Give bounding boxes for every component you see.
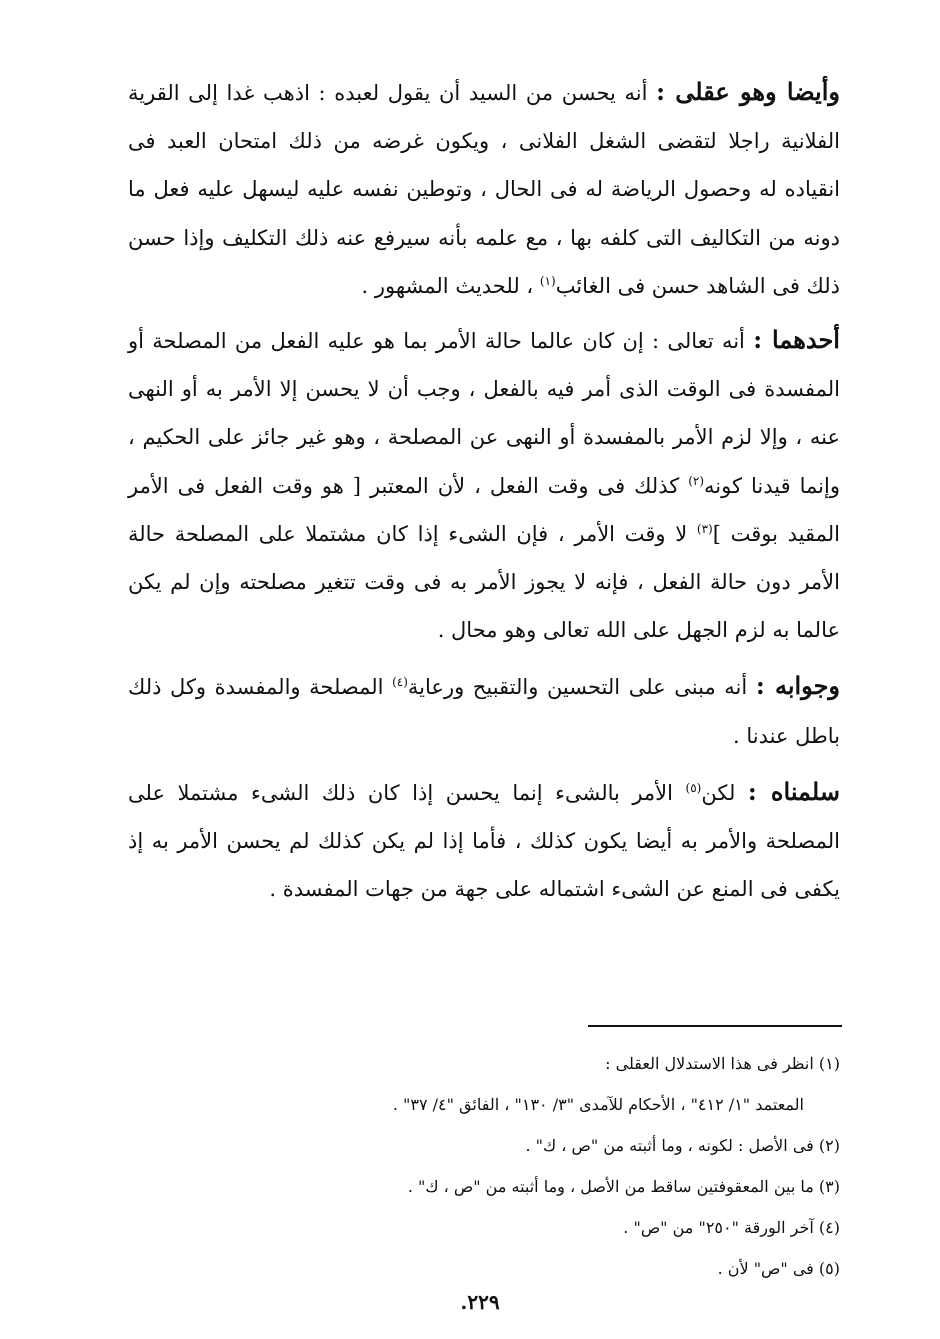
paragraph-1 — [128, 68, 840, 310]
footnote-1: (١) انظر فى هذا الاستدلال العقلى : — [605, 1054, 840, 1073]
footnote-marker: (٤) — [392, 675, 408, 690]
paragraph-lead: وأيضا وهو عقلى : — [656, 77, 840, 106]
page-number: ٢٢٩. — [460, 1290, 500, 1314]
paragraph-text: المصلحة والمفسدة وكل ذلك باطل عندنا . — [128, 675, 840, 748]
footnote-3: (٣) ما بين المعقوفتين ساقط من الأصل ، وما أثبته من "ص ، ك" . — [407, 1177, 840, 1196]
paragraph-lead: أحدهما : — [753, 325, 840, 355]
paragraph-2 — [128, 316, 840, 654]
paragraph-text: الأمر بالشىء إنما يحسن إذا كان ذلك الشىء مشتملا على المصلحة والأمر به أيضا يكون كذلك ، فأما إذا لم يكن كذلك لم يحسن الأمر به إذ يكفى فى المنع عن الشىء اشتماله على جهة من جهات المفسدة . — [128, 780, 840, 902]
paragraph-lead: وجوابه : — [755, 671, 840, 701]
footnote-marker: (٢) — [688, 473, 705, 488]
footnote-5: (٥) فى "ص" لأن . — [717, 1259, 840, 1278]
paragraph-text: أنه تعالى : إن كان عالما حالة الأمر بما هو عليه الفعل من المصلحة أو المفسدة فى الوقت الذى أمر فيه بالفعل ، وجب أن لا يحسن إلا الأمر به أو النهى عنه ، وإلا لزم الأمر بالمفسدة أو النهى عن المصلحة ، وهو غير جائز على الحكيم ، وإنما قيدنا كونه — [128, 329, 840, 498]
paragraph-text: ، للحديث المشهور . — [361, 273, 534, 298]
footnote-1-sources: المعتمد "١/ ٤١٢" ، الأحكام للآمدى "٣/ ١٣٠" ، الفائق "٤/ ٣٧" . — [392, 1095, 804, 1114]
paragraph-text: لكن — [701, 780, 736, 805]
footnote-marker: (٥) — [685, 780, 702, 795]
footnote-marker: (١) — [539, 273, 556, 288]
footnote-marker: (٣) — [696, 521, 713, 536]
paragraph-3 — [128, 662, 840, 759]
paragraph-4 — [128, 768, 840, 914]
paragraph-text: لا وقت الأمر ، فإن الشىء إذا كان مشتملا على المصلحة حالة الأمر دون حالة الفعل ، فإنه لا يجوز الأمر به فى وقت تتغير مصلحته وإن لم يكن عالما به لزم الجهل على الله تعالى وهو محال . — [128, 521, 840, 643]
paragraph-lead: سلمناه : — [747, 776, 840, 806]
footnote-4: (٤) آخر الورقة "٢٥٠" من "ص" . — [623, 1218, 840, 1237]
footnote-separator — [588, 1025, 842, 1027]
footnotes — [200, 1043, 840, 1289]
main-text — [128, 68, 840, 913]
paragraph-text: أنه يحسن من السيد أن يقول لعبده : اذهب غدا إلى القرية الفلانية راجلا لتقضى الشغل الفلانى ، ويكون غرضه من ذلك امتحان العبد فى انقياده له وحصول الرياضة له فى الحال ، وتوطين نفسه عليه ليسهل عليه فعل ما دونه من التكاليف التى كلفه بها ، مع علمه بأنه سيرفع عنه ذلك التكليف وإذا حسن ذلك فى الشاهد حسن فى الغائب — [128, 81, 840, 298]
footnote-2: (٢) فى الأصل : لكونه ، وما أثبته من "ص ، ك" . — [525, 1136, 840, 1155]
paragraph-text: كذلك فى وقت الفعل ، لأن المعتبر [ هو وقت الفعل فى الأمر المقيد بوقت ] — [128, 473, 840, 546]
paragraph-text: أنه مبنى على التحسين والتقبيح ورعاية — [407, 675, 748, 700]
